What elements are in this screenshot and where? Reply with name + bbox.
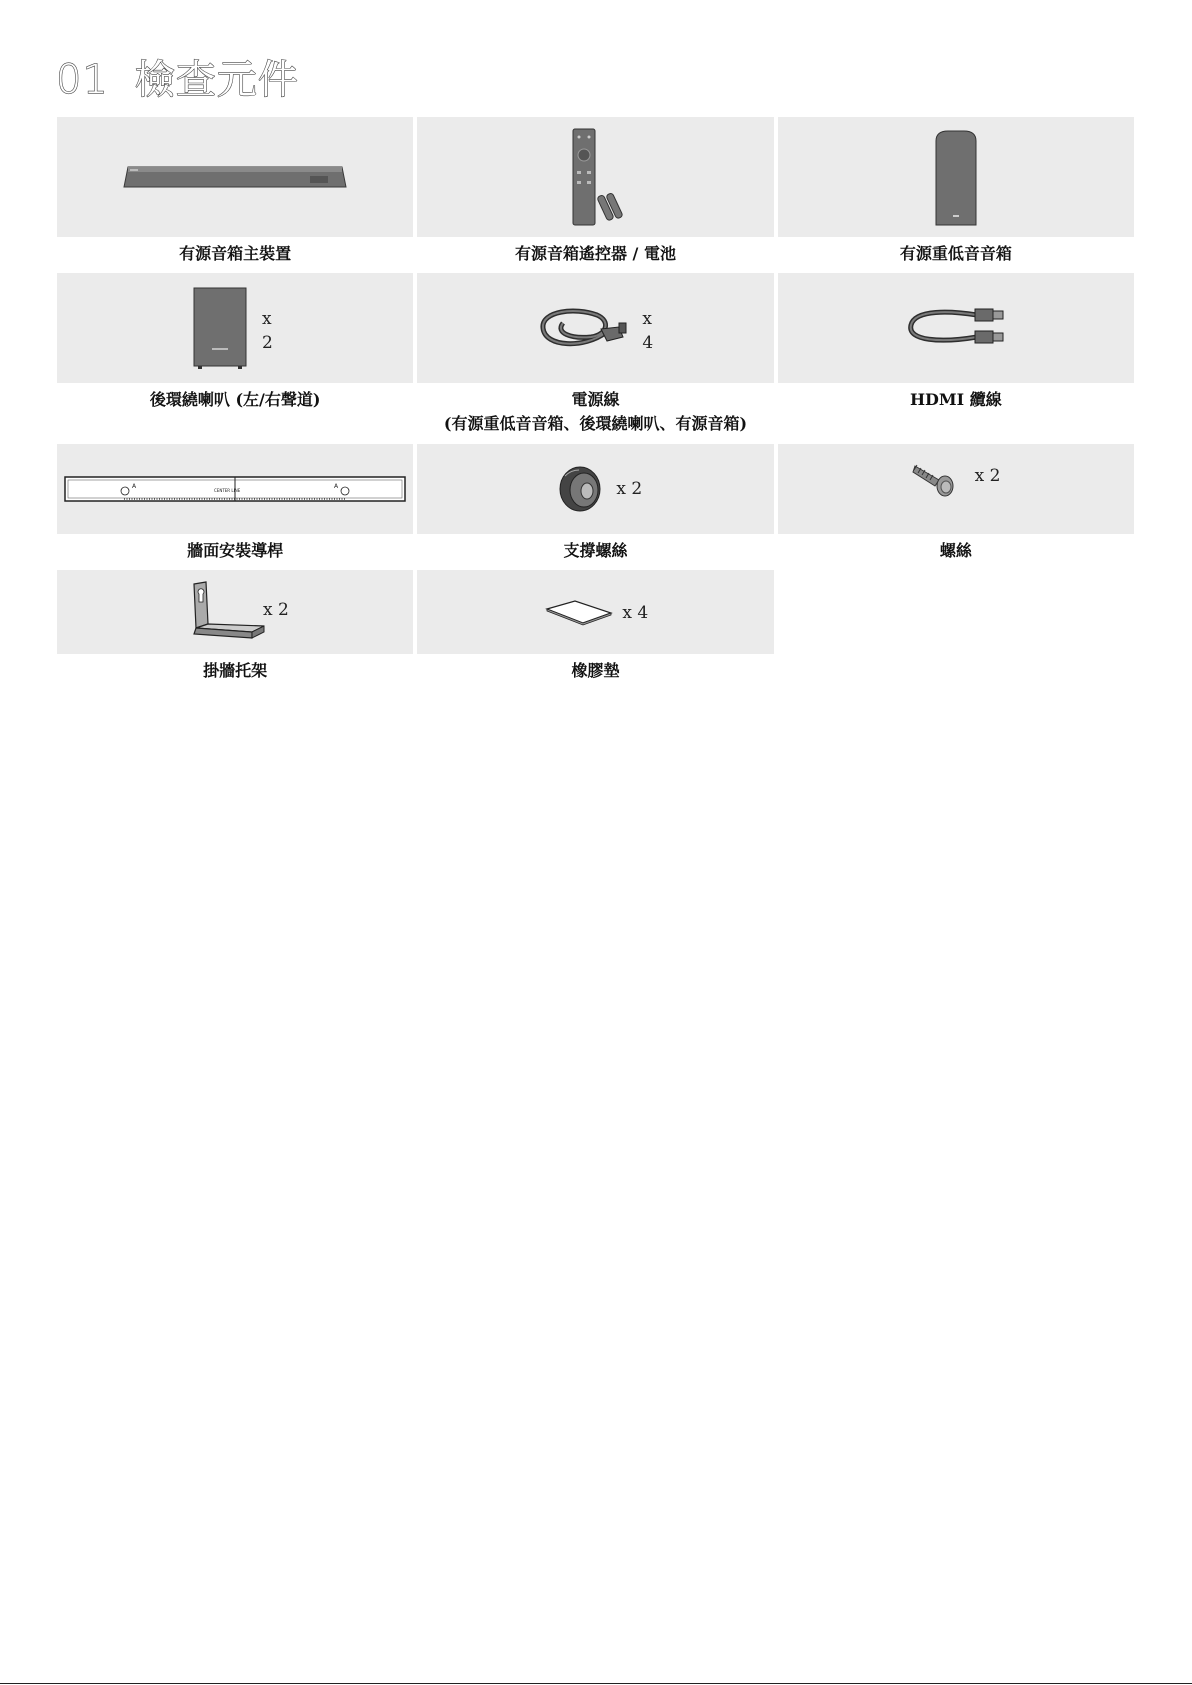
hdmi-cable-icon xyxy=(901,303,1011,353)
component-label: 電源線 xyxy=(571,390,620,409)
components-row-3 xyxy=(57,444,1134,570)
section-title: 檢查元件 xyxy=(134,57,299,103)
quantity-label: x 4 xyxy=(622,603,649,623)
component-subwoofer xyxy=(778,117,1134,273)
component-image xyxy=(57,570,413,654)
component-image xyxy=(417,570,773,654)
wall-bracket-icon xyxy=(180,580,270,644)
quantity-label: x 2 xyxy=(262,309,273,353)
screw-icon xyxy=(911,456,961,498)
surround-speaker-icon xyxy=(192,286,248,370)
component-label: 螺絲 xyxy=(939,541,972,560)
component-holder-screw xyxy=(417,444,773,570)
component-image xyxy=(57,117,413,237)
component-image xyxy=(57,273,413,383)
component-label-group xyxy=(417,383,773,444)
component-label: 牆面安裝導桿 xyxy=(187,541,284,560)
component-hdmi-cable xyxy=(778,273,1134,444)
component-label: 有源音箱遙控器 / 電池 xyxy=(514,244,676,263)
wall-mount-guide-icon xyxy=(64,474,406,504)
component-label: 橡膠墊 xyxy=(571,661,620,680)
rubber-pad-icon xyxy=(545,597,615,627)
component-label: HDMI 纜線 xyxy=(909,390,1002,409)
page-title xyxy=(56,48,299,105)
component-image xyxy=(57,444,413,534)
holder-screw-icon xyxy=(555,464,605,514)
power-cord-icon xyxy=(535,303,635,353)
components-row-1 xyxy=(57,117,1134,273)
guide-center-line-text: CENTER LINE xyxy=(214,488,241,493)
guide-mark-right: A xyxy=(334,483,339,490)
quantity-label: x 2 xyxy=(616,479,643,499)
component-power-cord xyxy=(417,273,773,444)
component-image xyxy=(778,273,1134,383)
soundbar-icon xyxy=(120,157,350,197)
component-label: 有源音箱主裝置 xyxy=(179,244,292,263)
guide-mark-left: A xyxy=(132,483,137,490)
component-label: 後環繞喇叭 (左/右聲道) xyxy=(149,390,321,409)
component-remote-control xyxy=(417,117,773,273)
components-row-4 xyxy=(57,570,1134,690)
component-surround-speaker xyxy=(57,273,413,444)
components-grid xyxy=(57,117,1134,690)
components-row-2 xyxy=(57,273,1134,444)
section-number: 01 xyxy=(56,57,109,103)
component-soundbar xyxy=(57,117,413,273)
subwoofer-icon xyxy=(926,127,986,227)
component-screw xyxy=(778,444,1134,570)
quantity-label: x 4 xyxy=(642,309,654,353)
component-sublabel: (有源重低音音箱、後環繞喇叭、有源音箱) xyxy=(443,414,748,433)
page-footer-rule xyxy=(0,1683,1192,1684)
component-wall-bracket xyxy=(57,570,413,690)
component-image xyxy=(417,117,773,237)
component-image xyxy=(417,273,773,383)
component-label: 掛牆托架 xyxy=(203,661,268,680)
quantity-label: x 2 xyxy=(263,600,289,620)
component-label: 有源重低音音箱 xyxy=(899,244,1012,263)
component-image xyxy=(778,444,1134,534)
component-image xyxy=(778,117,1134,237)
remote-control-icon xyxy=(555,127,635,227)
quantity-label: x 2 xyxy=(974,466,1001,486)
empty-cell xyxy=(778,570,1134,690)
component-image xyxy=(417,444,773,534)
component-rubber-pad xyxy=(417,570,773,690)
component-wall-mount-guide xyxy=(57,444,413,570)
component-label: 支撐螺絲 xyxy=(563,541,628,560)
